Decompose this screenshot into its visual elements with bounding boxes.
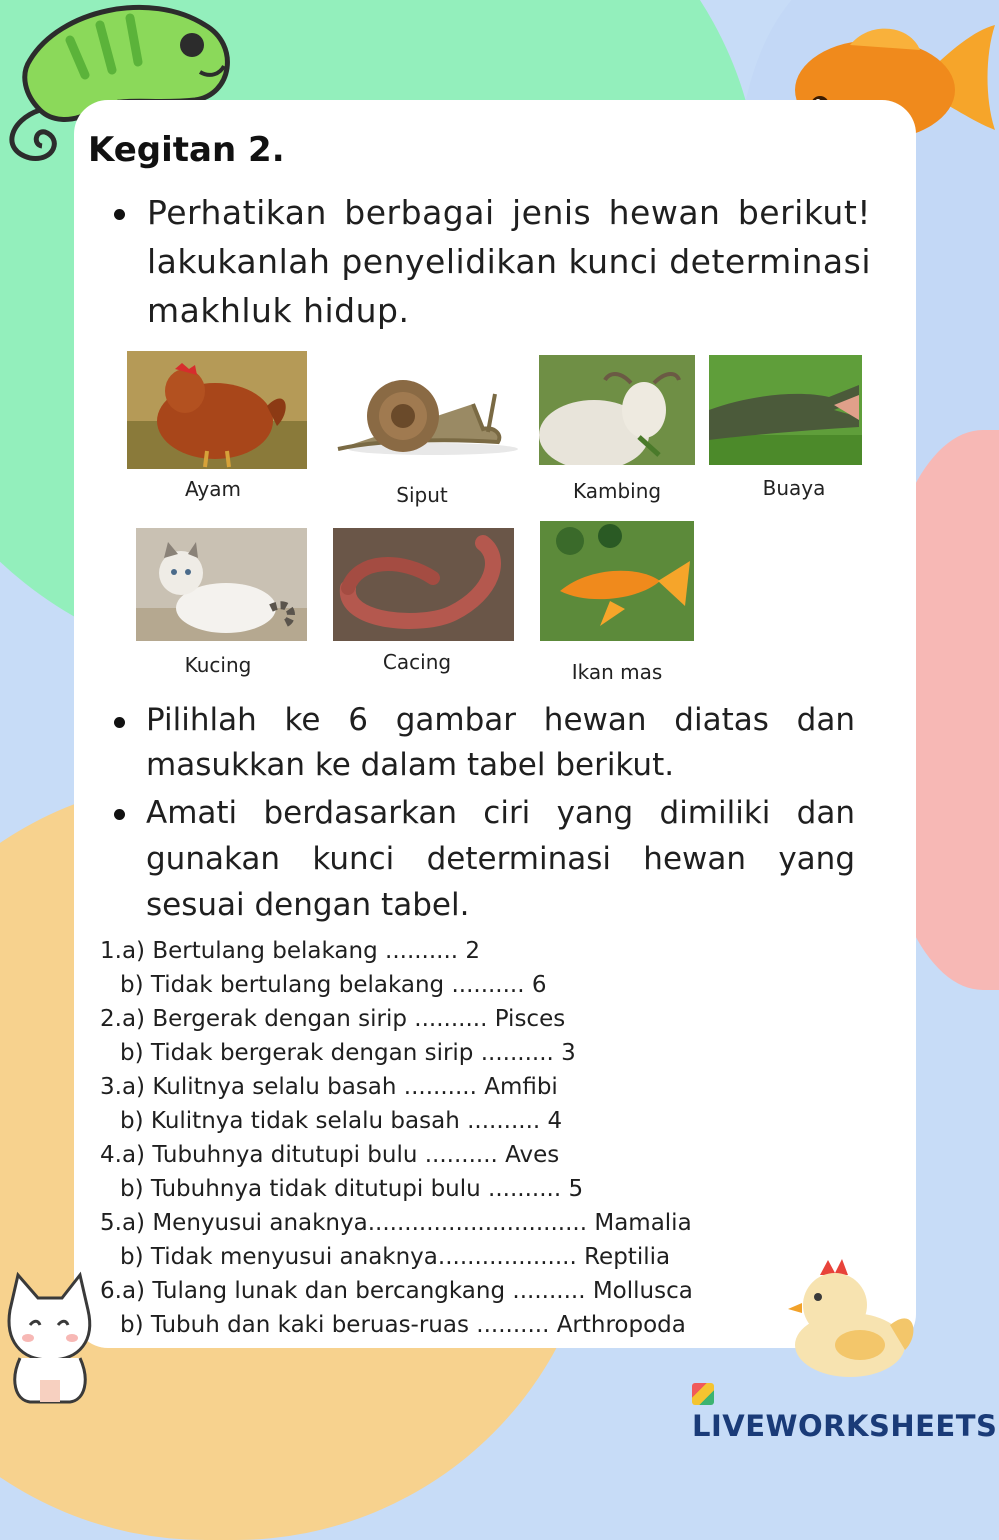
bullet-dot [114, 209, 125, 220]
instruction-bullet-2 [146, 790, 855, 928]
animal-label-kambing: Kambing [572, 479, 662, 503]
animal-label-buaya: Buaya [762, 476, 826, 500]
animal-image-buaya [709, 355, 862, 465]
animal-image-ikan-mas [540, 521, 694, 641]
key-line: b) Tubuhnya tidak ditutupi bulu .......... 5 [120, 1176, 584, 1202]
key-line: b) Tubuh dan kaki beruas-ruas .......... Arthropoda [120, 1312, 686, 1338]
key-line: b) Tidak bertulang belakang .......... 6 [120, 972, 547, 998]
key-line: 3.a) Kulitnya selalu basah .......... Amfibi [100, 1074, 558, 1100]
bullet-dot [114, 717, 125, 728]
key-line: b) Tidak bergerak dengan sirip .......... 3 [120, 1040, 576, 1066]
animal-image-kucing [136, 528, 307, 641]
intro-bullet [147, 188, 871, 335]
determination-key [100, 934, 800, 1342]
key-line: 6.a) Tulang lunak dan bercangkang .......... Mollusca [100, 1278, 693, 1304]
liveworksheets-logo[interactable] [692, 1375, 999, 1443]
animal-image-ayam [127, 351, 307, 469]
instruction-bullet-1 [146, 698, 855, 788]
animal-label-cacing: Cacing [382, 650, 452, 674]
key-line: 2.a) Bergerak dengan sirip .......... Pisces [100, 1006, 566, 1032]
animal-label-kucing: Kucing [184, 653, 252, 677]
key-line: 1.a) Bertulang belakang .......... 2 [100, 938, 481, 964]
animal-image-siput [323, 354, 523, 469]
instruction-text-2: Amati berdasarkan ciri yang dimiliki dan gunakan kunci determinasi hewan yang sesuai dengan tabel. [146, 795, 855, 923]
page-title: Kegitan 2. [88, 130, 285, 170]
liveworksheets-logo-icon [692, 1383, 714, 1405]
bullet-dot [114, 809, 125, 820]
animal-label-ikan-mas: Ikan mas [571, 660, 663, 684]
intro-text: Perhatikan berbagai jenis hewan berikut! lakukanlah penyelidikan kunci determinasi makhluk hidup. [147, 193, 871, 330]
liveworksheets-logo-text: LIVEWORKSHEETS [692, 1409, 998, 1443]
key-line: 4.a) Tubuhnya ditutupi bulu .......... Aves [100, 1142, 560, 1168]
cat-illustration [0, 1270, 100, 1405]
animal-image-cacing [333, 528, 514, 641]
chicken-illustration [780, 1255, 920, 1380]
animal-image-kambing [539, 355, 695, 465]
instruction-text-1: Pilihlah ke 6 gambar hewan diatas dan masukkan ke dalam tabel berikut. [146, 702, 855, 783]
key-line: 5.a) Menyusui anaknya.............................. Mamalia [100, 1210, 692, 1236]
key-line: b) Kulitnya tidak selalu basah .......... 4 [120, 1108, 563, 1134]
key-line: b) Tidak menyusui anaknya................... Reptilia [120, 1244, 671, 1270]
animal-label-siput: Siput [396, 483, 448, 507]
animal-label-ayam: Ayam [185, 477, 241, 501]
